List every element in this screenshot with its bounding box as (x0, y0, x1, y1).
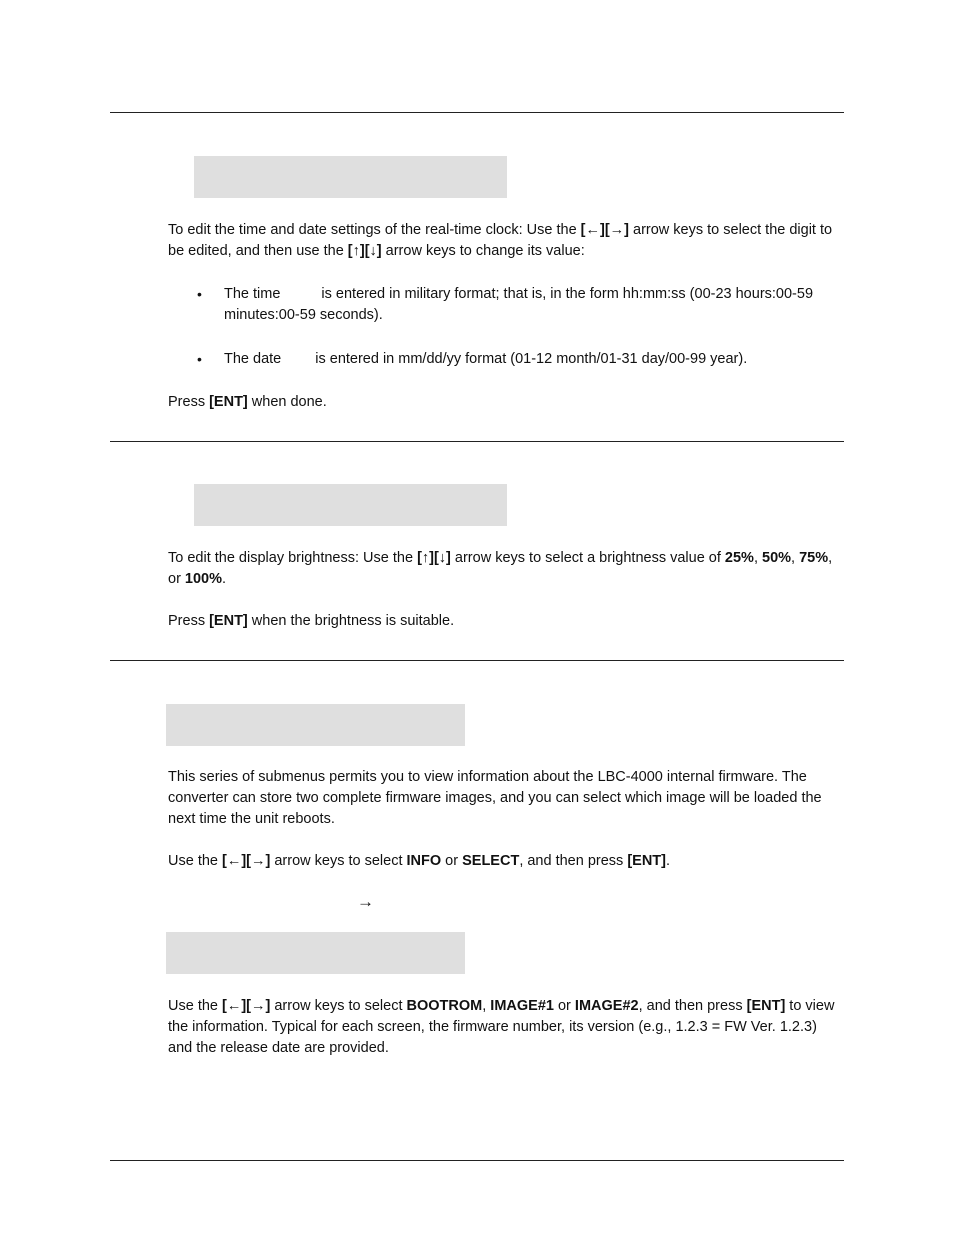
section-divider-2 (110, 441, 844, 442)
left-right-keys: [←][→] (222, 853, 271, 869)
brightness-50: 50% (762, 550, 792, 566)
text: when the brightness is suitable. (247, 613, 455, 629)
text: is entered in mm/dd/yy format (01-12 month/01-31 day/00-99 year). (315, 351, 748, 367)
text: The date (224, 351, 282, 367)
lcd-display-firmware (166, 704, 465, 746)
text: or (553, 998, 575, 1014)
lcd-display-brightness (194, 484, 507, 526)
text: arrow keys to change its value: (381, 243, 585, 259)
bullet-time (224, 284, 844, 326)
text: , (482, 998, 491, 1014)
ent-key: [ENT] (627, 853, 666, 869)
firmware-info-instructions (168, 996, 843, 1059)
left-right-keys: [←][→] (580, 222, 629, 238)
text: , and then press (638, 998, 747, 1014)
text: Use the (168, 998, 222, 1014)
text: arrow keys to select (270, 998, 407, 1014)
lcd-display-firmware-info (166, 932, 465, 974)
text: arrow keys to select the digit to be edited, and then use the (168, 222, 833, 259)
text: Press (168, 613, 210, 629)
brightness-instructions (168, 548, 843, 590)
text: when done. (247, 394, 327, 410)
footer-divider (110, 1160, 844, 1161)
up-down-keys: [↑][↓] (347, 243, 382, 259)
text: , and then press (519, 853, 628, 869)
text: Use the (168, 853, 222, 869)
press-ent-done (168, 392, 843, 413)
text: The time (224, 286, 281, 302)
text: , (753, 550, 763, 566)
text: , or (168, 550, 833, 587)
brightness-75: 75% (799, 550, 829, 566)
ent-key: [ENT] (746, 998, 786, 1014)
section-divider-1 (110, 112, 844, 113)
text: arrow keys to select (270, 853, 407, 869)
lcd-display-time-date (194, 156, 507, 198)
press-ent-brightness (168, 611, 843, 632)
text: To edit the time and date settings of the real-time clock: Use the (168, 222, 581, 238)
firmware-description: This series of submenus permits you to view information about the LBC-4000 internal firmware. The converter can store two complete firmware images, and you can select which image will be loaded the next time the unit reboots. (168, 769, 822, 827)
text: is entered in military format; that is, in the form hh:mm:ss (00-23 hours:00-59 minutes:00-59 seconds). (224, 286, 814, 323)
bullet-icon: • (197, 351, 202, 367)
text: . (222, 571, 227, 587)
ent-key: [ENT] (209, 394, 248, 410)
text: , (791, 550, 800, 566)
text: To edit the display brightness: Use the (168, 550, 418, 566)
firmware-select-instructions (168, 851, 843, 872)
brightness-100: 100% (184, 571, 223, 587)
ent-key: [ENT] (209, 613, 248, 629)
text: to view the information. Typical for each screen, the firmware number, its version (e.g., 1.2.3 = FW Ver. 1.2.3) and the release date are provided. (168, 998, 835, 1056)
left-right-keys: [←][→] (222, 998, 271, 1014)
brightness-25: 25% (724, 550, 754, 566)
bootrom-option: BOOTROM (406, 998, 483, 1014)
select-option: SELECT (462, 853, 520, 869)
text: or (441, 853, 463, 869)
info-option: INFO (406, 853, 442, 869)
image1-option: IMAGE#1 (490, 998, 554, 1014)
section-divider-3 (110, 660, 844, 661)
text: . (666, 853, 671, 869)
text: Press (168, 394, 210, 410)
time-date-instructions (168, 220, 843, 262)
text: arrow keys to select a brightness value of (450, 550, 725, 566)
bullet-date (224, 349, 844, 370)
image2-option: IMAGE#2 (574, 998, 639, 1014)
right-arrow-icon: → (357, 892, 374, 911)
bullet-icon: • (197, 286, 202, 302)
up-down-keys: [↑][↓] (417, 550, 451, 566)
